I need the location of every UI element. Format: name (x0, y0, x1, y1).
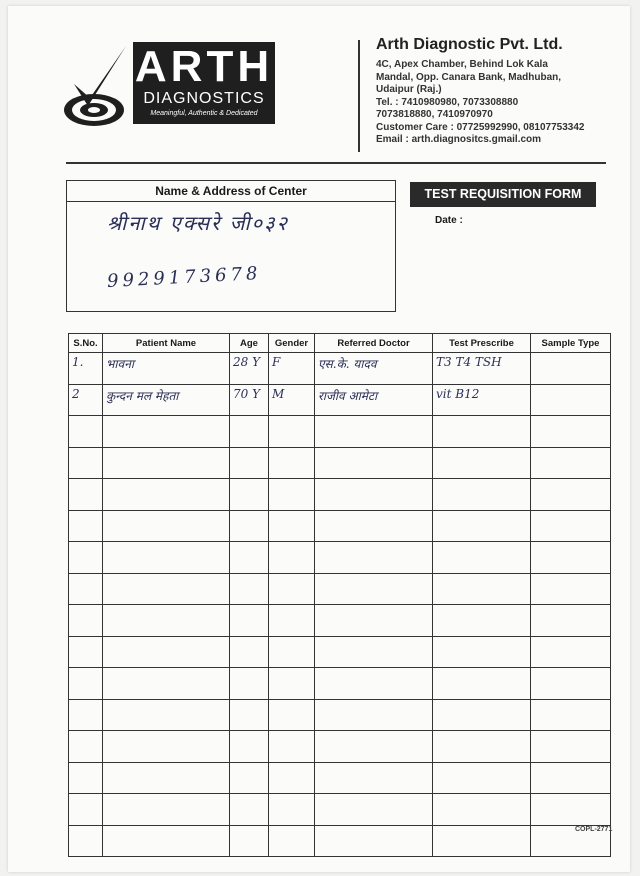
empty-cell (269, 668, 315, 700)
cell-sno: 2 (69, 384, 103, 416)
empty-cell (230, 825, 269, 857)
empty-cell (433, 479, 531, 511)
empty-cell (315, 447, 433, 479)
logo-brand-text: ARTH (134, 42, 274, 91)
empty-cell (269, 636, 315, 668)
center-address-box (66, 180, 396, 312)
empty-cell (103, 668, 230, 700)
empty-cell (69, 668, 103, 700)
empty-table-row (69, 510, 611, 542)
table-row (69, 353, 611, 385)
col-header-age: Age (230, 334, 269, 353)
empty-cell (69, 447, 103, 479)
empty-cell (103, 794, 230, 826)
empty-cell (69, 762, 103, 794)
empty-table-row (69, 447, 611, 479)
empty-cell (433, 794, 531, 826)
company-phone-line: Tel. : 7410980980, 7073308880 (376, 96, 519, 108)
cell-sample-type (531, 353, 611, 385)
empty-cell (103, 731, 230, 763)
empty-table-row (69, 794, 611, 826)
empty-cell (103, 605, 230, 637)
table-row (69, 384, 611, 416)
center-box-heading: Name & Address of Center (67, 181, 395, 202)
empty-cell (269, 605, 315, 637)
empty-cell (69, 573, 103, 605)
empty-table-row (69, 825, 611, 857)
empty-cell (315, 479, 433, 511)
empty-cell (69, 416, 103, 448)
brand-logo (133, 42, 275, 124)
center-name-handwritten: श्रीनाथ एक्सरे जी०३२ (107, 211, 289, 235)
company-address-line: Udaipur (Raj.) (376, 84, 442, 95)
empty-cell (269, 731, 315, 763)
empty-cell (103, 573, 230, 605)
cell-test-prescribe: vit B12 (433, 384, 531, 416)
cell-patient-name: कुन्दन मल मेहता (103, 384, 230, 416)
empty-cell (315, 510, 433, 542)
empty-cell (315, 762, 433, 794)
empty-cell (230, 699, 269, 731)
cell-referred-doctor: राजीव आमेटा (315, 384, 433, 416)
empty-table-row (69, 731, 611, 763)
company-block (376, 36, 626, 147)
empty-cell (433, 762, 531, 794)
cell-age: 28 Y (230, 353, 269, 385)
empty-cell (269, 479, 315, 511)
table-header-row (69, 334, 611, 353)
empty-cell (531, 636, 611, 668)
empty-cell (433, 573, 531, 605)
empty-cell (269, 699, 315, 731)
empty-table-row (69, 416, 611, 448)
date-label: Date : (435, 215, 463, 226)
empty-cell (531, 762, 611, 794)
empty-cell (103, 636, 230, 668)
empty-cell (531, 699, 611, 731)
empty-cell (433, 668, 531, 700)
company-address-line: 4C, Apex Chamber, Behind Lok Kala (376, 59, 548, 70)
empty-cell (69, 510, 103, 542)
empty-cell (531, 731, 611, 763)
col-header-gender: Gender (269, 334, 315, 353)
empty-cell (230, 479, 269, 511)
cell-referred-doctor: एस.के. यादव (315, 353, 433, 385)
company-email-line: Email : arth.diagnositcs.gmail.com (376, 134, 542, 145)
logo-sub-text: DIAGNOSTICS (143, 90, 265, 107)
empty-cell (230, 573, 269, 605)
empty-cell (531, 542, 611, 574)
empty-cell (69, 794, 103, 826)
empty-cell (531, 605, 611, 637)
empty-cell (269, 416, 315, 448)
empty-table-row (69, 542, 611, 574)
form-title: TEST REQUISITION FORM (410, 182, 596, 207)
empty-cell (230, 794, 269, 826)
center-phone-handwritten: 9929173678 (106, 262, 262, 293)
empty-cell (230, 636, 269, 668)
col-header-test-prescribe: Test Prescribe (433, 334, 531, 353)
empty-table-row (69, 605, 611, 637)
form-code: COPL-2771 (575, 826, 613, 833)
empty-cell (531, 668, 611, 700)
header-rule (66, 162, 606, 164)
empty-cell (433, 510, 531, 542)
empty-cell (103, 510, 230, 542)
empty-cell (103, 699, 230, 731)
empty-cell (269, 542, 315, 574)
empty-cell (315, 605, 433, 637)
empty-cell (315, 636, 433, 668)
empty-cell (269, 573, 315, 605)
cell-sno: 1. (69, 353, 103, 385)
empty-cell (315, 416, 433, 448)
empty-cell (315, 825, 433, 857)
empty-cell (230, 762, 269, 794)
empty-cell (69, 825, 103, 857)
empty-cell (230, 731, 269, 763)
empty-cell (531, 794, 611, 826)
empty-cell (230, 542, 269, 574)
cell-gender: F (269, 353, 315, 385)
empty-cell (315, 573, 433, 605)
empty-cell (69, 605, 103, 637)
empty-cell (269, 447, 315, 479)
empty-table-row (69, 668, 611, 700)
customer-care-line: Customer Care : 07725992990, 08107753342 (376, 121, 585, 133)
empty-cell (433, 636, 531, 668)
empty-cell (433, 699, 531, 731)
col-header-sno: S.No. (69, 334, 103, 353)
cell-patient-name: भावना (103, 353, 230, 385)
empty-cell (69, 731, 103, 763)
empty-cell (315, 731, 433, 763)
company-name: Arth Diagnostic Pvt. Ltd. (376, 36, 563, 53)
empty-cell (433, 447, 531, 479)
empty-table-row (69, 636, 611, 668)
empty-cell (531, 573, 611, 605)
empty-cell (433, 605, 531, 637)
empty-cell (230, 605, 269, 637)
empty-cell (315, 699, 433, 731)
target-check-logo-icon (60, 44, 130, 128)
empty-table-row (69, 762, 611, 794)
empty-cell (103, 479, 230, 511)
empty-cell (433, 542, 531, 574)
empty-cell (103, 542, 230, 574)
patient-table (68, 333, 611, 857)
empty-cell (103, 825, 230, 857)
empty-cell (269, 510, 315, 542)
empty-cell (103, 416, 230, 448)
empty-cell (315, 542, 433, 574)
empty-cell (103, 447, 230, 479)
empty-cell (531, 416, 611, 448)
empty-cell (230, 416, 269, 448)
cell-gender: M (269, 384, 315, 416)
empty-cell (269, 794, 315, 826)
company-address-line: Mandal, Opp. Canara Bank, Madhuban, (376, 71, 562, 83)
empty-cell (69, 699, 103, 731)
empty-cell (230, 510, 269, 542)
empty-cell (269, 762, 315, 794)
empty-cell (531, 447, 611, 479)
header-divider (358, 40, 360, 152)
empty-cell (230, 668, 269, 700)
empty-table-row (69, 699, 611, 731)
cell-age: 70 Y (230, 384, 269, 416)
empty-cell (433, 731, 531, 763)
empty-cell (531, 510, 611, 542)
empty-cell (103, 762, 230, 794)
logo-tagline: Meaningful, Authentic & Dedicated (150, 110, 258, 117)
empty-cell (69, 542, 103, 574)
empty-cell (315, 794, 433, 826)
cell-test-prescribe: T3 T4 TSH (433, 353, 531, 385)
cell-sample-type (531, 384, 611, 416)
empty-cell (69, 636, 103, 668)
company-phone-line: 7073818880, 7410970970 (376, 109, 493, 120)
empty-cell (269, 825, 315, 857)
empty-table-row (69, 573, 611, 605)
empty-cell (433, 416, 531, 448)
col-header-patient-name: Patient Name (103, 334, 230, 353)
empty-cell (315, 668, 433, 700)
col-header-referred-doctor: Referred Doctor (315, 334, 433, 353)
empty-table-row (69, 479, 611, 511)
col-header-sample-type: Sample Type (531, 334, 611, 353)
empty-cell (531, 479, 611, 511)
empty-cell (230, 447, 269, 479)
empty-cell (433, 825, 531, 857)
empty-cell (69, 479, 103, 511)
